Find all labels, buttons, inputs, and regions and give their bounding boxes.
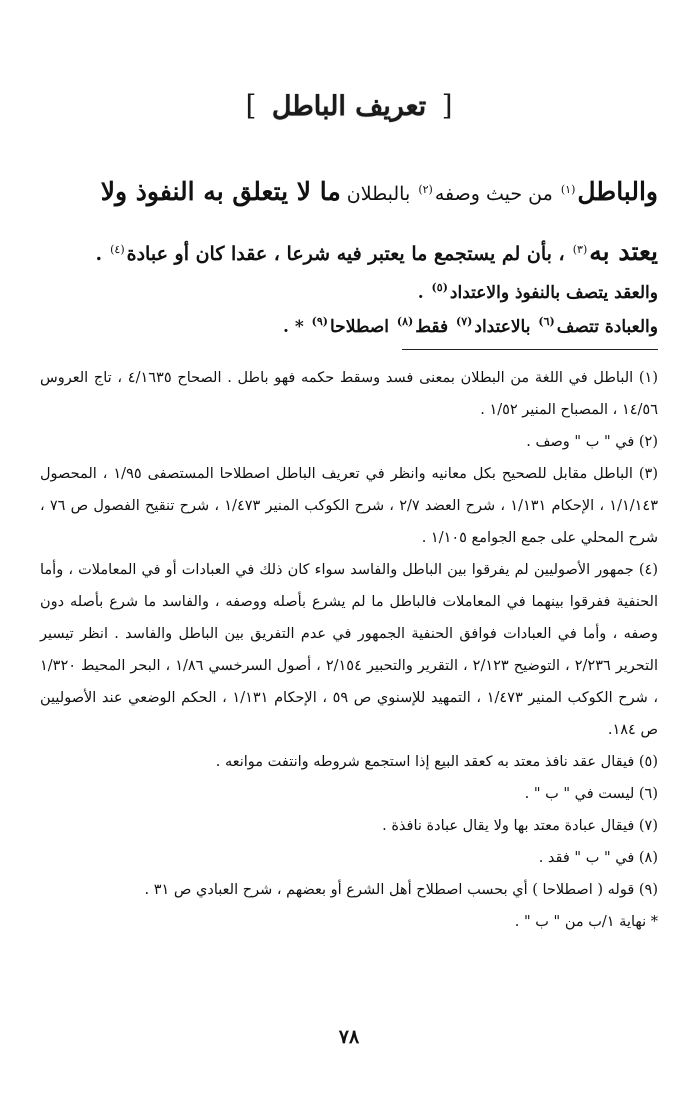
footnote-page-end-marker: * نهاية ١/ب من " ب " . <box>514 914 658 930</box>
definition-phrase-b: يعتد به <box>589 237 658 266</box>
term-word: والباطل <box>577 177 658 206</box>
main-line-4 <box>40 310 658 344</box>
main-text <box>40 170 658 344</box>
footnote-5: (٥) فيقال عقد نافذ معتد به كعقد البيع إذا استجمع شروطه وانتفت موانعه . <box>215 754 658 770</box>
main-line-4-text-d: اصطلاحا <box>330 317 389 337</box>
main-line-1-text-a: من حيث وصفه <box>434 183 553 205</box>
main-line-4-text-a: والعبادة تتصف <box>556 317 658 337</box>
footnote-ref-4: (٤) <box>110 242 125 256</box>
footnote-9: (٩) قوله ( اصطلاحا ) أي بحسب اصطلاح أهل الشرع أو بعضهم ، شرح العبادي ص ٣١ . <box>144 882 658 898</box>
page-number: ٧٨ <box>338 1026 360 1048</box>
main-line-3-end: . <box>417 283 424 303</box>
definition-phrase-a: ما لا يتعلق به النفوذ ولا <box>100 177 341 206</box>
footnote-ref-9: (٩) <box>311 315 328 329</box>
footnote-1: (١) الباطل في اللغة من البطلان بمعنى فسد وسقط حكمه فهو باطل . الصحاح ٤/١٦٣٥ ، تاج العروس ١٤/٥٦ ، المصباح المنير ١/٥٢ . <box>40 370 658 418</box>
footnote-8: (٨) في " ب " فقد . <box>538 850 658 866</box>
heading-bracket-close: ] <box>245 89 257 122</box>
main-line-3 <box>40 276 658 310</box>
footnote-2: (٢) في " ب " وصف . <box>526 434 658 450</box>
footnote-ref-8: (٨) <box>396 315 414 329</box>
main-line-3-text: والعقد يتصف بالنفوذ والاعتداد <box>449 283 658 303</box>
main-line-4-text-c: فقط <box>415 317 449 337</box>
footnote-ref-1: (١) <box>560 182 576 196</box>
main-line-4-text-b: بالاعتداد <box>474 317 531 337</box>
footnote-divider <box>402 349 658 350</box>
footnote-ref-2: (٢) <box>418 182 433 196</box>
main-line-1-text-b: بالبطلان <box>346 183 411 205</box>
book-page <box>40 0 658 1110</box>
footnote-ref-6: (٦) <box>538 315 555 329</box>
section-heading <box>40 86 658 127</box>
footnote-7: (٧) فيقال عبادة معتد بها ولا يقال عبادة نافذة . <box>382 818 658 834</box>
main-line-4-end: * . <box>282 317 304 337</box>
main-line-1 <box>40 170 658 216</box>
footnotes <box>40 362 658 938</box>
main-line-2-end: . <box>95 243 103 265</box>
main-line-2 <box>40 230 658 276</box>
footnote-3: (٣) الباطل مقابل للصحيح بكل معانيه وانظر في تعريف الباطل اصطلاحا المستصفى ١/٩٥ ، المحصول ١/١/١٤٣ ، الإحكام ١/١٣١ ، شرح العضد ٢/٧ ، شرح الكوكب المنير ١/٤٧٣ ، شرح تنقيح الفصول ص ٧٦ ، شرح المحلي على جمع الجوامع ١/١٠٥ . <box>40 466 659 546</box>
footnote-ref-5: (٥) <box>431 281 448 295</box>
heading-bracket-open: [ <box>441 89 453 122</box>
main-line-2-text: ، بأن لم يستجمع ما يعتبر فيه شرعا ، عقدا كان أو عبادة <box>126 243 565 265</box>
heading-title: تعريف الباطل <box>271 91 427 122</box>
footnote-ref-3: (٣) <box>572 242 588 256</box>
footnote-6: (٦) ليست في " ب " . <box>524 786 658 802</box>
footnote-4: (٤) جمهور الأصوليين لم يفرقوا بين الباطل والفاسد سواء كان ذلك في العبادات أو في المعاملات ، وأما الحنفية ففرقوا بينهما في المعاملات فالباطل ما لم يشرع بأصله ووصفه ، والفاسد ما شرع بأصله دون وصفه ، وأما في العبادات فوافق الحنفية الجمهور في عدم التفريق بين الباطل والفاسد . انظر تيسير التحرير ٢/٢٣٦ ، التوضيح ٢/١٢٣ ، التقرير والتحبير ٢/١٥٤ ، أصول السرخسي ١/٨٦ ، البحر المحيط ١/٣٢٠ ، شرح الكوكب المنير ١/٤٧٣ ، التمهيد للإسنوي ص ٥٩ ، الإحكام ١/١٣١ ، الحكم الوضعي عند الأصوليين ص ١٨٤. <box>40 562 658 738</box>
footnote-ref-7: (٧) <box>456 315 473 329</box>
